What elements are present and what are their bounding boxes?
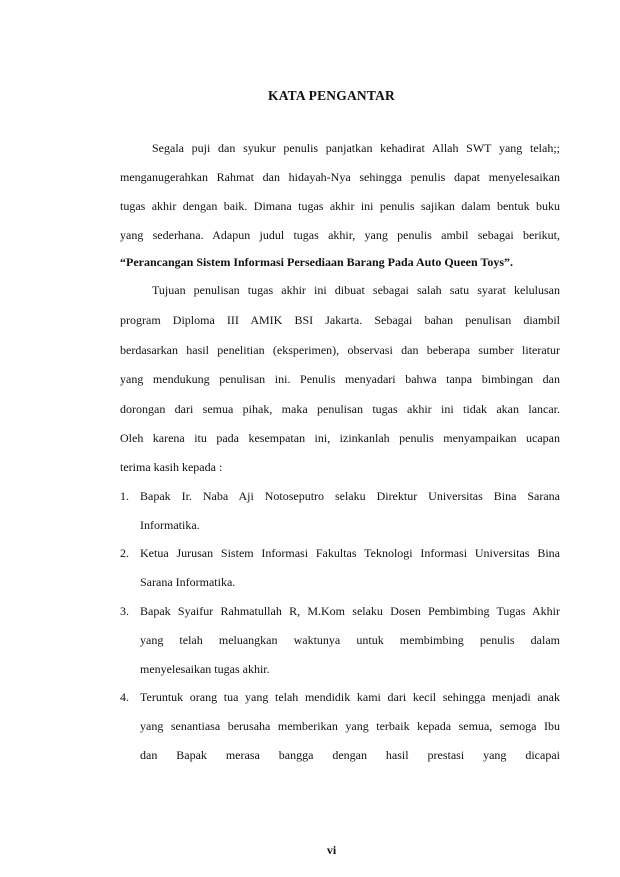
list-item-3-number: 3. xyxy=(120,604,129,618)
page-number: vi xyxy=(326,843,337,857)
list-item-1-line-2: Informatika. xyxy=(140,518,200,532)
paragraph-1-line-1: Segala puji dan syukur penulis panjatkan kehadirat Allah SWT yang telah;; xyxy=(152,141,560,155)
paragraph-2-line-3: berdasarkan hasil penelitian (eksperimen), observasi dan beberapa sumber literatur xyxy=(120,343,560,357)
page-title: KATA PENGANTAR xyxy=(268,88,395,103)
list-item-3-line-2: yang telah meluangkan waktunya untuk membimbing penulis dalam xyxy=(140,633,560,647)
list-item-2-number: 2. xyxy=(120,546,129,560)
paragraph-1-line-4: yang sederhana. Adapun judul tugas akhir, yang penulis ambil sebagai berikut, xyxy=(120,228,560,242)
paragraph-1-line-2: menganugerahkan Rahmat dan hidayah-Nya sehingga penulis dapat menyelesaikan xyxy=(120,170,560,184)
list-item-3-line-3: menyelesaikan tugas akhir. xyxy=(140,662,270,676)
paragraph-2-line-6: Oleh karena itu pada kesempatan ini, izinkanlah penulis menyampaikan ucapan xyxy=(120,431,560,445)
paragraph-1-line-3: tugas akhir dengan baik. Dimana tugas akhir ini penulis sajikan dalam bentuk buku xyxy=(120,199,560,213)
paragraph-2-line-7: terima kasih kepada : xyxy=(120,460,223,474)
list-item-4-number: 4. xyxy=(120,690,129,704)
list-item-3-line-1: Bapak Syaifur Rahmatullah R, M.Kom selaku Dosen Pembimbing Tugas Akhir xyxy=(140,604,560,618)
list-item-1-number: 1. xyxy=(120,489,129,503)
list-item-2-line-1: Ketua Jurusan Sistem Informasi Fakultas Teknologi Informasi Universitas Bina xyxy=(140,546,560,560)
paragraph-1-line-5: “Perancangan Sistem Informasi Persediaan Barang Pada Auto Queen Toys”. xyxy=(120,255,514,269)
paragraph-2-line-2: program Diploma III AMIK BSI Jakarta. Sebagai bahan penulisan diambil xyxy=(120,313,560,327)
list-item-1-line-1: Bapak Ir. Naba Aji Notoseputro selaku Direktur Universitas Bina Sarana xyxy=(140,489,560,503)
list-item-4-line-1: Teruntuk orang tua yang telah mendidik kami dari kecil sehingga menjadi anak xyxy=(140,690,560,704)
paragraph-2-line-5: dorongan dari semua pihak, maka penulisan tugas akhir ini tidak akan lancar. xyxy=(120,402,560,416)
list-item-4-line-2: yang senantiasa berusaha memberikan yang terbaik kepada semua, semoga Ibu xyxy=(140,719,560,733)
paragraph-2-line-4: yang mendukung penulisan ini. Penulis menyadari bahwa tanpa bimbingan dan xyxy=(120,372,560,386)
list-item-4-line-3: dan Bapak merasa bangga dengan hasil prestasi yang dicapai xyxy=(140,748,560,762)
list-item-2-line-2: Sarana Informatika. xyxy=(140,575,236,589)
paragraph-2-line-1: Tujuan penulisan tugas akhir ini dibuat sebagai salah satu syarat kelulusan xyxy=(152,283,560,297)
